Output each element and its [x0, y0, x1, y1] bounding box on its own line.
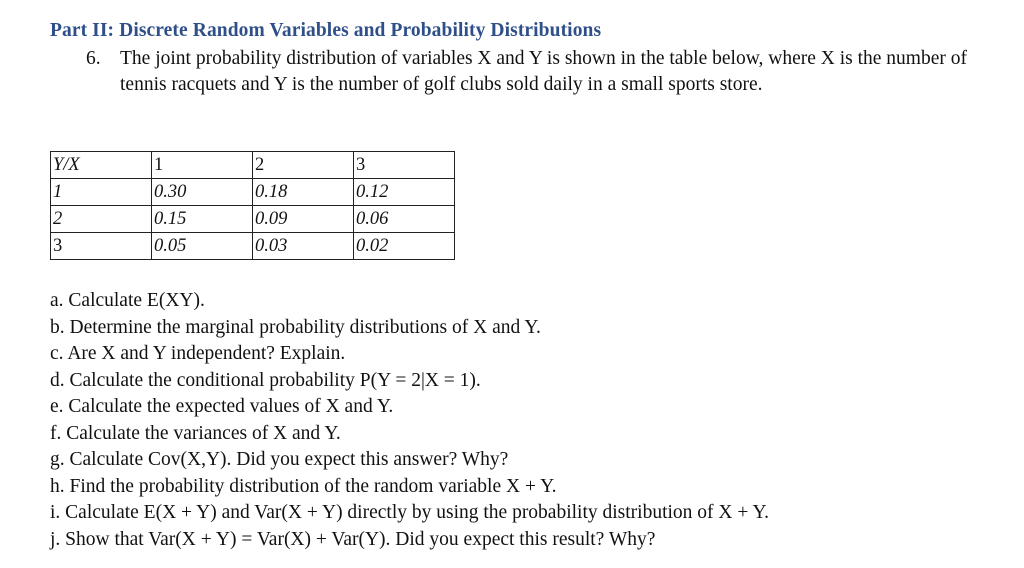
table-cell: 0.30	[152, 179, 253, 206]
table-cell: 0.18	[253, 179, 354, 206]
table-cell: 3	[51, 233, 152, 260]
problem-statement	[86, 46, 986, 98]
problem-text: The joint probability distribution of variables X and Y is shown in the table below, where X is the number of tennis racquets and Y is the number of golf clubs sold daily in a small sports store.	[120, 48, 967, 95]
table-cell: 1	[51, 179, 152, 206]
question-part-a: a. Calculate E(XY).	[50, 290, 205, 311]
table-header-cell: 2	[253, 152, 354, 179]
table-header-cell: 3	[354, 152, 455, 179]
table-cell: 2	[51, 206, 152, 233]
table-row	[51, 233, 455, 260]
question-part-j: j. Show that Var(X + Y) = Var(X) + Var(Y). Did you expect this result? Why?	[50, 528, 656, 550]
table-cell: 0.05	[152, 233, 253, 260]
question-part-e: e. Calculate the expected values of X and Y.	[50, 396, 394, 417]
question-parts-list	[50, 288, 769, 553]
table-cell: 0.15	[152, 206, 253, 233]
table-cell: 0.12	[354, 179, 455, 206]
table-cell: 0.03	[253, 233, 354, 260]
problem-number: 6.	[86, 48, 101, 69]
question-part-b: b. Determine the marginal probability distributions of X and Y.	[50, 316, 541, 338]
section-heading: Part II: Discrete Random Variables and Probability Distributions	[50, 20, 602, 41]
question-part-g: g. Calculate Cov(X,Y). Did you expect this answer? Why?	[50, 449, 509, 470]
table-row	[51, 206, 455, 233]
table-cell: 0.02	[354, 233, 455, 260]
table-header-row	[51, 152, 455, 179]
joint-probability-table	[50, 151, 455, 260]
question-part-c: c. Are X and Y independent? Explain.	[50, 343, 346, 364]
table-cell: 0.09	[253, 206, 354, 233]
table-header-cell: 1	[152, 152, 253, 179]
question-part-d: d. Calculate the conditional probability P(Y = 2|X = 1).	[50, 369, 481, 391]
table-header-cell: Y/X	[51, 152, 152, 179]
question-part-f: f. Calculate the variances of X and Y.	[50, 422, 341, 444]
table-row	[51, 179, 455, 206]
question-part-h: h. Find the probability distribution of the random variable X + Y.	[50, 475, 557, 497]
table-cell: 0.06	[354, 206, 455, 233]
question-part-i: i. Calculate E(X + Y) and Var(X + Y) directly by using the probability distribution of X + Y.	[50, 502, 769, 523]
